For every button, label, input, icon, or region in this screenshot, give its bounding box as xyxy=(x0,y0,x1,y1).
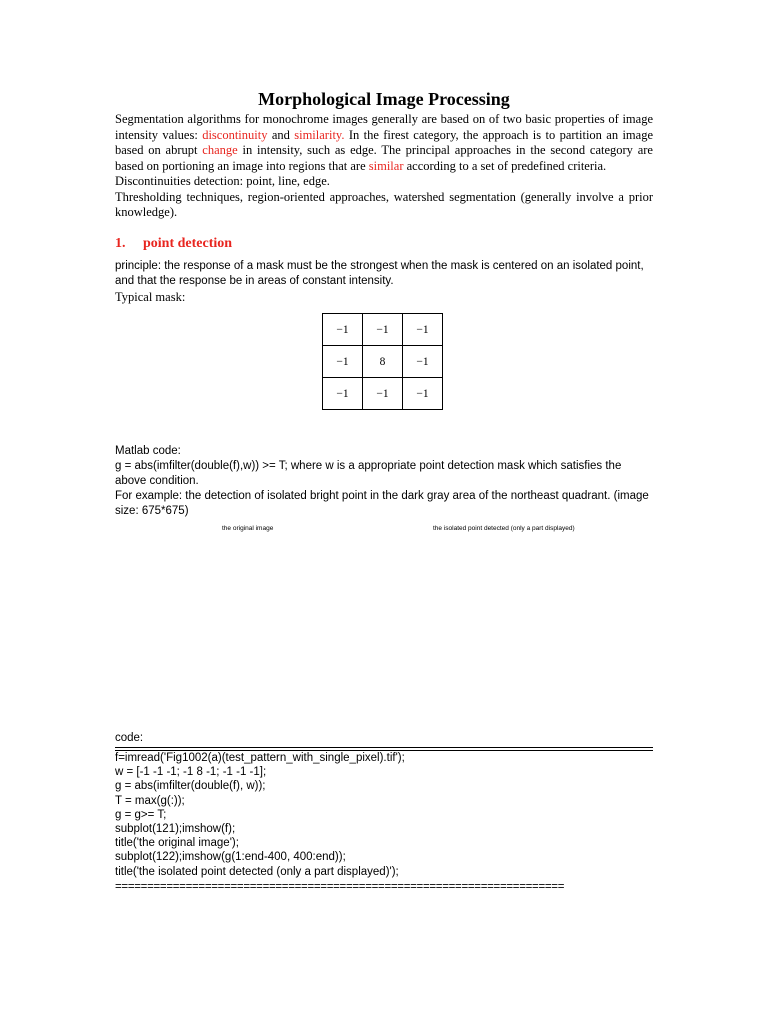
matlab-line-1: g = abs(imfilter(double(f),w)) >= T; where w is a appropriate point detection mask which satisfies the above condition. xyxy=(115,460,622,487)
figure-left-title: the original image xyxy=(222,525,274,532)
matlab-line-2: For example: the detection of isolated bright point in the dark gray area of the northeast quadrant. (image size: 675*675) xyxy=(115,490,649,517)
mask-cell: 8 xyxy=(363,346,403,378)
mask-cell: −1 xyxy=(323,346,363,378)
mask-table xyxy=(322,313,443,410)
matlab-section xyxy=(115,444,653,519)
code-label: code: xyxy=(115,732,144,744)
section-number: 1. xyxy=(115,236,126,251)
principle-section xyxy=(115,259,653,289)
intro-text-2: In the firest category, the approach is to partition an image based on abrupt xyxy=(115,127,653,157)
mask-cell: −1 xyxy=(363,378,403,410)
code-line: title('the original image'); xyxy=(115,837,239,850)
code-line: title('the isolated point detected (only a part displayed)'); xyxy=(115,865,399,878)
mask-cell: −1 xyxy=(403,346,443,378)
thresholding-line: Thresholding techniques, region-oriented approaches, watershed segmentation (generally involve a prior knowledge). xyxy=(115,189,653,219)
mask-cell: −1 xyxy=(323,314,363,346)
principle-text: principle: the response of a mask must be the strongest when the mask is centered on an isolated point, and that the response be in areas of constant intensity. xyxy=(115,260,644,287)
code-line: T = max(g(:)); xyxy=(115,794,185,807)
code-separator: ====================================================================== xyxy=(115,881,565,893)
intro-paragraph xyxy=(115,112,653,174)
mask-row xyxy=(323,378,443,410)
intro-section xyxy=(115,112,653,221)
intro-text-1: Segmentation algorithms for monochrome images generally are based on of two basic properties of image intensity values: xyxy=(115,112,653,142)
figure-right-title: the isolated point detected (only a part displayed) xyxy=(433,525,575,532)
keyword-discontinuity: discontinuity xyxy=(202,127,268,142)
code-line: subplot(122);imshow(g(1:end-400, 400:end)); xyxy=(115,851,346,864)
discontinuities-line: Discontinuities detection: point, line, edge. xyxy=(115,174,330,188)
mask-cell: −1 xyxy=(363,314,403,346)
page-title: Morphological Image Processing xyxy=(258,89,510,109)
mask-cell: −1 xyxy=(323,378,363,410)
code-line: g = g>= T; xyxy=(115,808,167,821)
code-block xyxy=(115,751,655,879)
typical-mask-label: Typical mask: xyxy=(115,290,186,304)
section-title: point detection xyxy=(143,236,233,251)
keyword-similarity: similarity. xyxy=(294,127,345,142)
intro-text-and: and xyxy=(267,127,295,142)
section-heading xyxy=(115,236,232,252)
keyword-similar: similar xyxy=(368,158,404,173)
mask-row xyxy=(323,346,443,378)
matlab-label: Matlab code: xyxy=(115,445,181,457)
code-line: w = [-1 -1 -1; -1 8 -1; -1 -1 -1]; xyxy=(115,766,267,779)
code-line: f=imread('Fig1002(a)(test_pattern_with_single_pixel).tif'); xyxy=(115,752,405,764)
code-top-rule xyxy=(115,747,653,748)
intro-text-4: according to a set of predefined criteria. xyxy=(403,158,607,173)
mask-row xyxy=(323,314,443,346)
code-line: g = abs(imfilter(double(f), w)); xyxy=(115,780,266,793)
keyword-change: change xyxy=(202,143,238,157)
code-line: subplot(121);imshow(f); xyxy=(115,823,236,836)
mask-cell: −1 xyxy=(403,314,443,346)
intro-text-3: in intensity, such as edge. The principal approaches in the second category are based on portioning an image into regions that are xyxy=(115,143,653,173)
mask-cell: −1 xyxy=(403,378,443,410)
